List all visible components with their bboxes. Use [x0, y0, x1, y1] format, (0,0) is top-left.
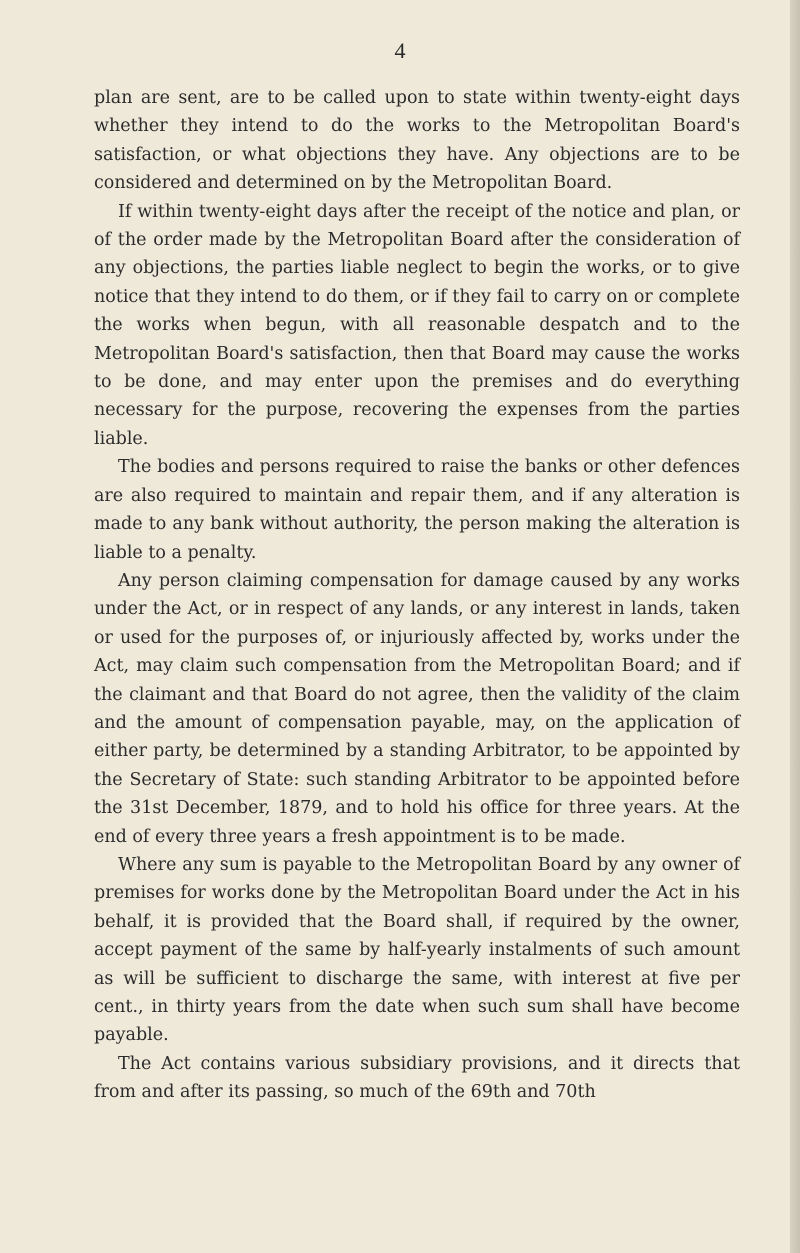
body-text [94, 84, 740, 1107]
paragraph-1: plan are sent, are to be called upon to state within twenty-eight days whether they intend to do the works to the Metropolitan Board's satisfaction, or what objections they have. Any objections are to be considered and determined on by the Metropolitan Board. [94, 88, 740, 194]
paragraph-3: The bodies and persons required to raise the banks or other defences are also required to maintain and repair them, and if any alteration is made to any bank without authority, the person making the alteration is liable to a penalty. [94, 457, 740, 563]
paragraph-5: Where any sum is payable to the Metropolitan Board by any owner of premises for works done by the Metropolitan Board under the Act in his behalf, it is provided that the Board shall, if required by the owner, accept payment of the same by half-yearly instalments of such amount as will be sufficient to discharge the same, with interest at five per cent., in thirty years from the date when such sum shall have become payable. [94, 854, 740, 1046]
paragraph-4: Any person claiming compensation for damage caused by any works under the Act, or in respect of any lands, or any interest in lands, taken or used for the purposes of, or injuriously affected by, works under the Act, may claim such compensation from the Metropolitan Board; and if the claimant and that Board do not agree, then the validity of the claim and the amount of compensation payable, may, on the application of either party, be determined by a standing Arbitrator, to be appointed by the Secretary of State: such standing Arbitrator to be appointed before the 31st December, 1879, and to hold his office for three years. At the end of every three years a fresh appointment is to be made. [94, 570, 740, 847]
page-edge [790, 0, 800, 1253]
page-number: 4 [394, 38, 406, 63]
paragraph-6: The Act contains various subsidiary provisions, and it directs that from and after its passing, so much of the 69th and 70th [94, 1053, 740, 1103]
paragraph-2: If within twenty-eight days after the receipt of the notice and plan, or of the order made by the Metropolitan Board after the consideration of any objections, the parties liable neglect to begin the works, or to give notice that they intend to do them, or if they fail to carry on or complete the works when begun, with all reasonable despatch and to the Metropolitan Board's satisfaction, then that Board may cause the works to be done, and may enter upon the premises and do everything necessary for the purpose, recovering the expenses from the parties liable. [94, 201, 740, 449]
